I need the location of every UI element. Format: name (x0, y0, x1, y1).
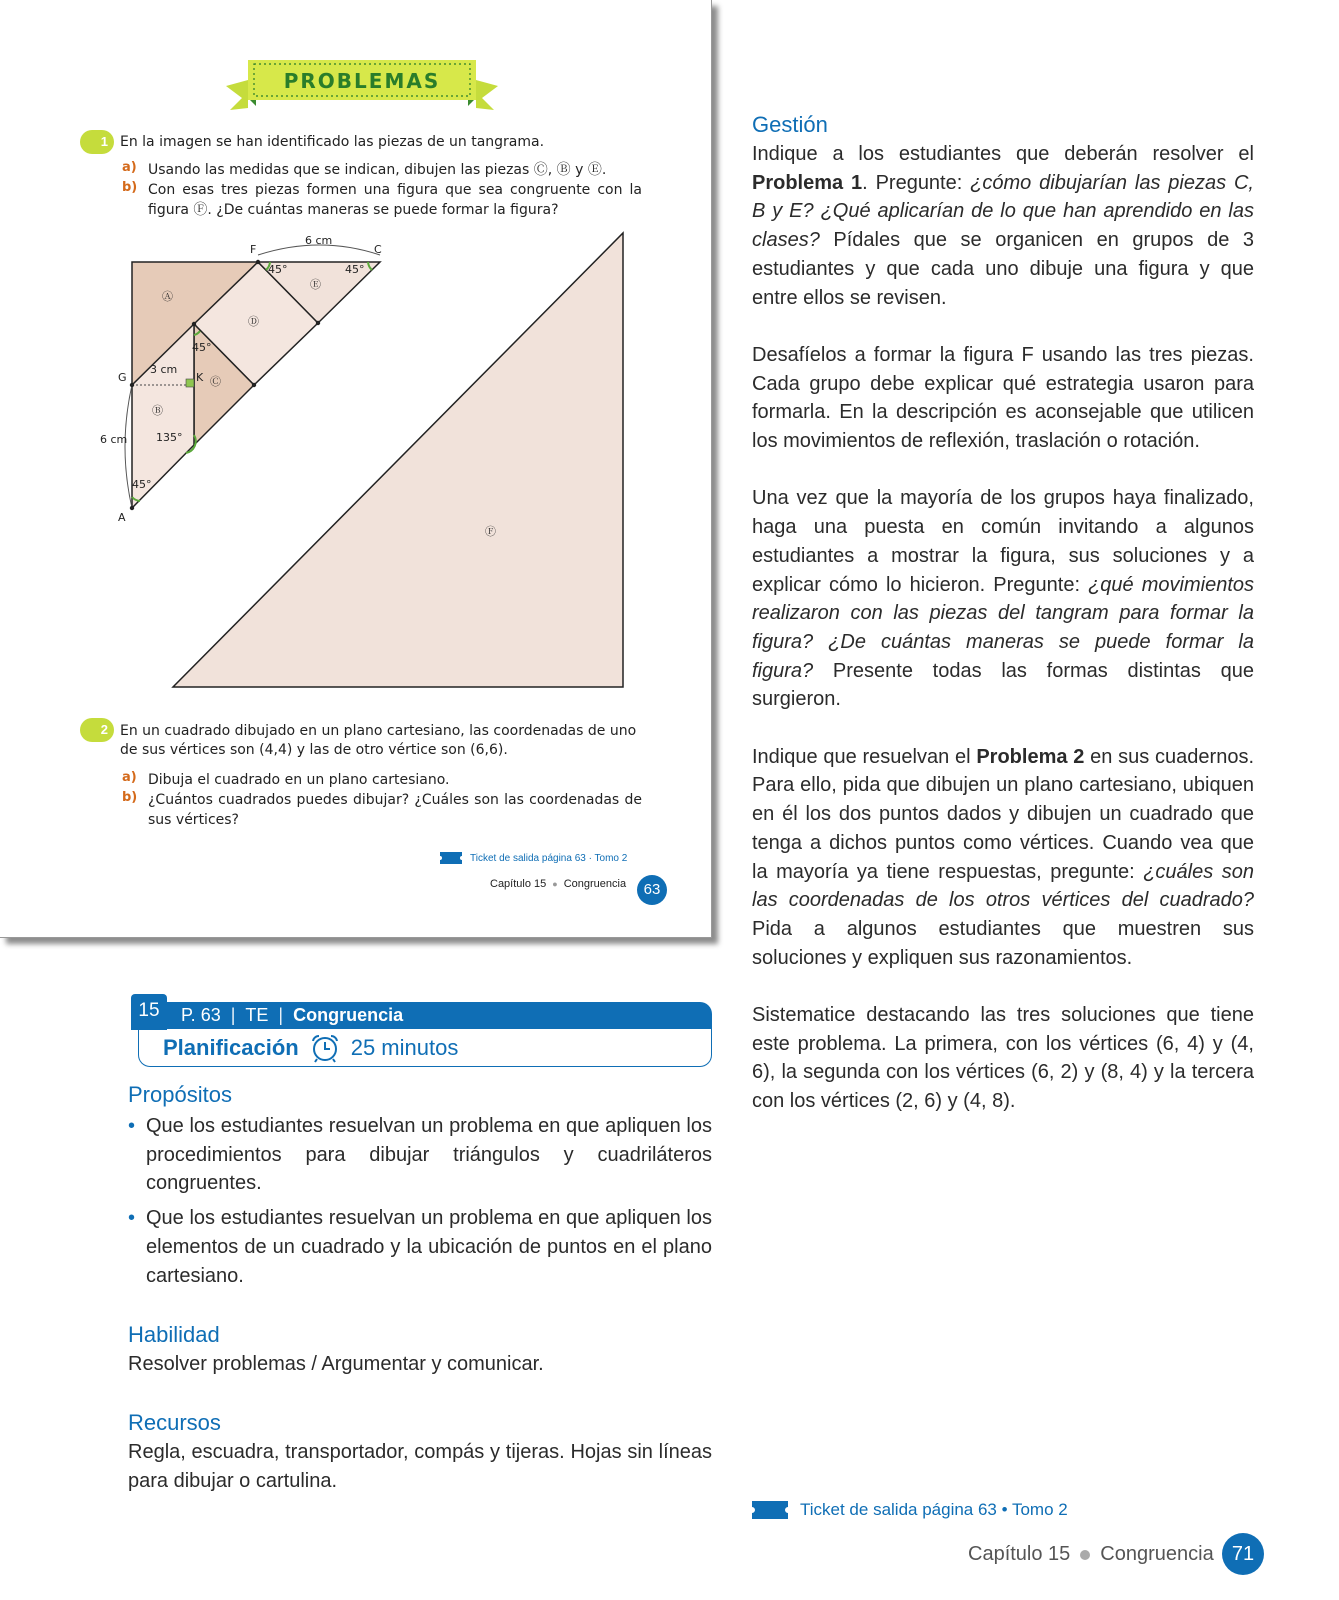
banner-title: PROBLEMAS (283, 69, 441, 93)
problem-2-intro: En un cuadrado dibujado en un plano cartesiano, las coordenadas de uno de sus vértices son (4,4) y las de otro vértice son (6,6). (120, 723, 637, 758)
label-angle-mid: 45° (192, 341, 212, 354)
gestion-section (752, 112, 1254, 1145)
label-g: G (118, 371, 127, 384)
list-item (128, 1204, 712, 1290)
label-angle-a: 45° (132, 478, 152, 491)
problem-2-badge: 2 (80, 718, 114, 742)
planning-label: Planificación (163, 1034, 299, 1060)
student-page-number: 63 (637, 875, 667, 905)
gestion-paragraph-4: Indique que resuelvan el Problema 2 en sus cuadernos. Para ello, pida que dibujen un plano cartesiano, ubiquen en él los dos puntos dados y dibujen un cuadrado que tenga a dichos puntos como vértices. Cuando vea que la mayoría ya tiene respuestas, pregunte: ¿cuáles son las coordenadas de los otros vértices del cuadrado? Pida a algunos estudiantes que muestren sus soluciones y expliquen sus razonamientos. (752, 745, 1254, 969)
gestion-heading: Gestión (752, 112, 828, 137)
item-text: ¿Cuántos cuadrados puedes dibujar? ¿Cuáles son las coordenadas de sus vértices? (148, 792, 642, 828)
habilidad-heading: Habilidad (128, 1322, 220, 1347)
habilidad-text: Resolver problemas / Argumentar y comunicar. (128, 1353, 544, 1375)
label-piece-c: Ⓒ (210, 375, 221, 388)
label-piece-b: Ⓑ (152, 404, 163, 417)
bar-separator: | (278, 1005, 284, 1025)
recursos-text: Regla, escuadra, transportador, compás y tijeras. Hojas sin líneas para dibujar o cartulina. (128, 1441, 712, 1492)
exit-ticket-text: Ticket de salida página 63 • Tomo 2 (800, 1500, 1068, 1519)
problem-2-item-a (122, 770, 642, 790)
gestion-paragraph-5: Sistematice destacando las tres soluciones que tiene este problema. La primera, con los vértices (6, 4) y (4, 6), la segunda con los vértices (6, 2) y (8, 4) y la tercera con los vértices (2, 6) y (4, 8). (752, 1004, 1254, 1113)
duration: 25 minutos (350, 1034, 459, 1060)
label-piece-d: Ⓓ (248, 315, 259, 328)
page-ref: P. 63 (181, 1005, 221, 1025)
item-text: Dibuja el cuadrado en un plano cartesiano. (148, 772, 450, 788)
label-angle-f: 45° (268, 263, 288, 276)
planning-box (138, 1029, 712, 1067)
item-text: Usando las medidas que se indican, dibujen las piezas Ⓒ, Ⓑ y Ⓔ. (148, 162, 607, 178)
label-piece-a: Ⓐ (162, 290, 173, 303)
recursos-heading: Recursos (128, 1410, 221, 1435)
label-f: F (250, 243, 257, 256)
bullet-dot: • (128, 1115, 136, 1137)
student-footer-topic: Congruencia (563, 878, 627, 890)
student-footer (490, 878, 626, 890)
propositos-list (128, 1112, 712, 1296)
label-angle-135: 135° (156, 431, 183, 444)
student-page-thumbnail (0, 0, 712, 938)
alarm-clock-icon (309, 1033, 341, 1063)
item-letter: b) (122, 790, 138, 805)
footer-separator: ● (552, 879, 558, 889)
label-top-measure: 6 cm (305, 234, 333, 247)
label-k: K (196, 371, 204, 384)
item-text: Con esas tres piezas formen una figura que sea congruente con la figura Ⓕ. ¿De cuántas maneras se puede formar la figura? (148, 182, 642, 218)
gestion-paragraph-2: Desafíelos a formar la figura F usando las tres piezas. Cada grupo debe explicar qué estrategia usaron para formarla. En la descripción es aconsejable que utilicen los movimientos de reflexión, traslación o rotación. (752, 343, 1254, 453)
label-piece-e: Ⓔ (310, 278, 321, 291)
label-a: A (118, 511, 126, 524)
label-measure-gk: 3 cm (150, 363, 178, 376)
item-letter: b) (122, 180, 138, 195)
lesson-info-bar (167, 1002, 712, 1029)
gestion-paragraph-3: Una vez que la mayoría de los grupos haya finalizado, haga una puesta en común invitando a algunos estudiantes a mostrar la figura, sus soluciones y a explicar cómo lo hicieron. Pregunte: ¿qué movimientos realizaron con las piezas del tangram para formar la figura? ¿De cuántas maneras se puede formar la figura? Presente todas las formas distintas que surgieron. (752, 487, 1254, 711)
page-number: 71 (1222, 1533, 1264, 1575)
problem-1-intro: En la imagen se han identificado las piezas de un tangrama. (120, 134, 545, 150)
lesson-topic: Congruencia (293, 1005, 404, 1025)
problem-1-item-b (122, 180, 642, 220)
tangram-figure (90, 225, 650, 715)
bullet-dot: • (128, 1207, 136, 1230)
chapter-number-tab: 15 (131, 994, 167, 1030)
label-side-measure: 6 cm (100, 433, 128, 446)
exit-ticket (752, 1500, 1068, 1520)
label-c: C (374, 243, 382, 256)
student-footer-chapter: Capítulo 15 (490, 878, 547, 890)
student-ticket (440, 852, 627, 864)
list-item-text: Que los estudiantes resuelvan un problema en que apliquen los procedimientos para dibujar triángulos y cuadriláteros congruentes. (146, 1115, 712, 1195)
footer-topic: Congruencia (1100, 1543, 1214, 1565)
label-angle-c: 45° (345, 263, 365, 276)
footer-separator (1080, 1550, 1090, 1560)
propositos-heading: Propósitos (128, 1082, 232, 1107)
problem-1-item-a (122, 160, 642, 180)
ticket-icon (440, 852, 462, 864)
gestion-paragraph-1: Indique a los estudiantes que deberán resolver el Problema 1. Pregunte: ¿cómo dibujarían las piezas C, B y E? ¿Qué aplicarían de lo que han aprendido en las clases? Pídales que se organicen en grupos de 3 estudiantes y que cada uno dibuje una figura y que entre ellos se revisen. (752, 143, 1254, 309)
list-item-text: Que los estudiantes resuelvan un problema en que apliquen los elementos de un cuadrado y la ubicación de puntos en el plano cartesiano. (146, 1207, 712, 1287)
item-letter: a) (122, 160, 137, 175)
footer-chapter: Capítulo 15 (968, 1543, 1071, 1565)
student-ticket-text: Ticket de salida página 63 · Tomo 2 (470, 852, 628, 864)
ticket-icon (752, 1501, 788, 1519)
item-letter: a) (122, 770, 137, 785)
label-piece-f: Ⓕ (485, 525, 496, 538)
problem-1-badge: 1 (80, 130, 114, 154)
page-footer (968, 1543, 1214, 1566)
bar-separator: | (230, 1005, 236, 1025)
te-label: TE (245, 1005, 269, 1025)
problem-2-item-b (122, 790, 642, 830)
list-item (128, 1112, 712, 1198)
